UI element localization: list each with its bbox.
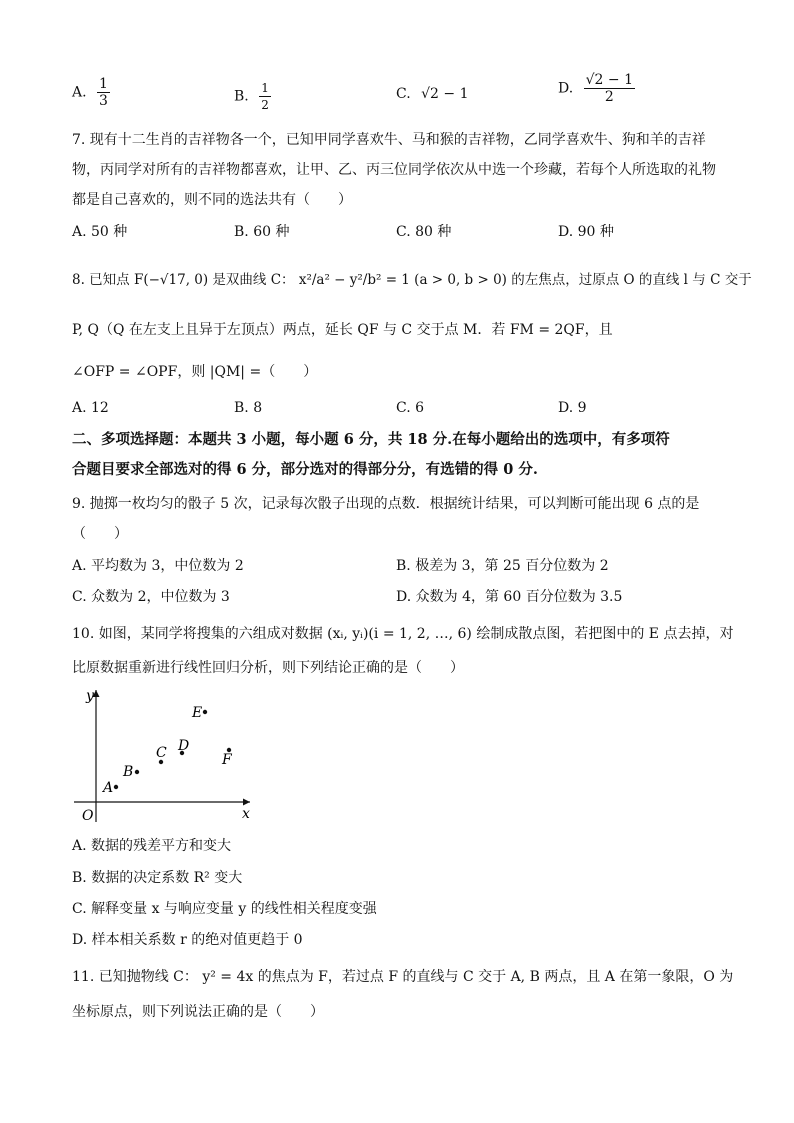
q6-option-a	[72, 76, 110, 109]
q8-option-c: C. 6	[396, 400, 425, 416]
q11-stem-line-2: 坐标原点，则下列说法正确的是（ ）	[72, 1004, 324, 1020]
q6-option-c-value: √2 − 1	[421, 86, 469, 102]
q7-option-c: C. 80 种	[396, 224, 452, 240]
q6-option-c	[396, 84, 469, 104]
q10-stem-line-1: 10. 如图，某同学将搜集的六组成对数据 (xᵢ, yᵢ)(i = 1, 2, …, 6) 绘制成散点图，若把图中的 E 点去掉，对	[72, 626, 734, 642]
section-2-heading-line-2: 合题目要求全部选对的得 6 分，部分选对的得部分分，有选错的得 0 分.	[72, 461, 538, 478]
q6-option-d-denominator: 2	[604, 89, 614, 105]
scatter-point-label-a: A	[103, 780, 114, 796]
q6-option-d-fraction	[584, 72, 635, 105]
q6-option-a-label: A.	[72, 84, 87, 101]
scatter-point-label-e: E	[192, 705, 203, 721]
q7-stem-line-1: 7. 现有十二生肖的吉祥物各一个，已知甲同学喜欢牛、马和猴的吉祥物，乙同学喜欢牛、狗和羊的吉祥	[72, 132, 706, 148]
q6-option-d-numerator: √2 − 1	[585, 72, 634, 88]
q10-option-a: A. 数据的残差平方和变大	[72, 838, 232, 854]
scatter-point-label-c: C	[156, 745, 167, 761]
q8-option-d: D. 9	[558, 400, 587, 416]
q10-option-c: C. 解释变量 x 与响应变量 y 的线性相关程度变强	[72, 901, 377, 917]
origin-label: O	[82, 808, 94, 824]
q7-stem-line-2: 物，丙同学对所有的吉祥物都喜欢，让甲、乙、丙三位同学依次从中选一个珍藏，若每个人所选取的礼物	[72, 162, 716, 178]
q10-stem-line-2: 比原数据重新进行线性回归分析，则下列结论正确的是（ ）	[72, 660, 464, 676]
q6-option-d	[558, 72, 635, 105]
q6-option-c-label: C.	[396, 86, 411, 102]
q6-option-d-label: D.	[558, 80, 574, 97]
scatter-points	[101, 705, 233, 796]
scatter-point-a	[114, 785, 118, 789]
q9-stem-line-2: （ ）	[72, 526, 128, 542]
q6-option-b	[234, 80, 271, 113]
scatter-point-b	[135, 770, 139, 774]
scatter-point-label-b: B	[123, 764, 134, 780]
q6-option-a-denominator: 3	[99, 93, 108, 109]
scatter-plot-figure	[72, 684, 262, 826]
q6-option-b-label: B.	[234, 88, 249, 105]
q8-option-a: A. 12	[72, 400, 109, 416]
y-axis-label: y	[86, 688, 94, 704]
x-axis-label: x	[242, 806, 250, 822]
q7-option-d: D. 90 种	[558, 224, 614, 240]
q9-option-b: B. 极差为 3，第 25 百分位数为 2	[396, 558, 609, 574]
q6-option-b-numerator: 1	[261, 81, 269, 95]
q8-option-b: B. 8	[234, 400, 263, 416]
scatter-point-label-d: D	[178, 738, 190, 754]
q6-option-a-fraction	[97, 76, 110, 109]
q8-stem-line-1: 8. 已知点 F(−√17, 0) 是双曲线 C： x²/a² − y²/b² = 1 (a > 0, b > 0) 的左焦点，过原点 O 的直线 l 与 C 交于	[72, 272, 752, 288]
q9-stem-line-1: 9. 抛掷一枚均匀的骰子 5 次，记录每次骰子出现的点数．根据统计结果，可以判断可能出现 6 点的是	[72, 496, 700, 512]
q6-option-b-denominator: 2	[261, 98, 269, 112]
q11-stem-line-1: 11. 已知抛物线 C： y² = 4x 的焦点为 F，若过点 F 的直线与 C 交于 A, B 两点，且 A 在第一象限，O 为	[72, 969, 734, 985]
q7-option-a: A. 50 种	[72, 224, 128, 240]
scatter-point-label-f: F	[222, 752, 232, 768]
section-2-heading-line-1: 二、多项选择题：本题共 3 小题，每小题 6 分，共 18 分.在每小题给出的选项中，有多项符	[72, 431, 670, 448]
q6-option-a-numerator: 1	[99, 76, 108, 92]
q10-option-b: B. 数据的决定系数 R² 变大	[72, 870, 243, 886]
q9-option-c: C. 众数为 2，中位数为 3	[72, 589, 230, 605]
q8-stem-line-2: P, Q（Q 在左支上且异于左顶点）两点，延长 QF 与 C 交于点 M．若 FM = 2QF，且	[72, 322, 613, 338]
q9-option-d: D. 众数为 4，第 60 百分位数为 3.5	[396, 589, 623, 605]
q7-stem-line-3: 都是自己喜欢的，则不同的选法共有（ ）	[72, 192, 352, 208]
q8-stem-line-3: ∠OFP = ∠OPF，则 |QM| =（ ）	[72, 364, 318, 380]
q10-option-d: D. 样本相关系数 r 的绝对值更趋于 0	[72, 932, 303, 948]
scatter-point-e	[203, 710, 207, 714]
q9-option-a: A. 平均数为 3，中位数为 2	[72, 558, 244, 574]
q7-option-b: B. 60 种	[234, 224, 290, 240]
q6-option-b-fraction	[259, 80, 271, 113]
